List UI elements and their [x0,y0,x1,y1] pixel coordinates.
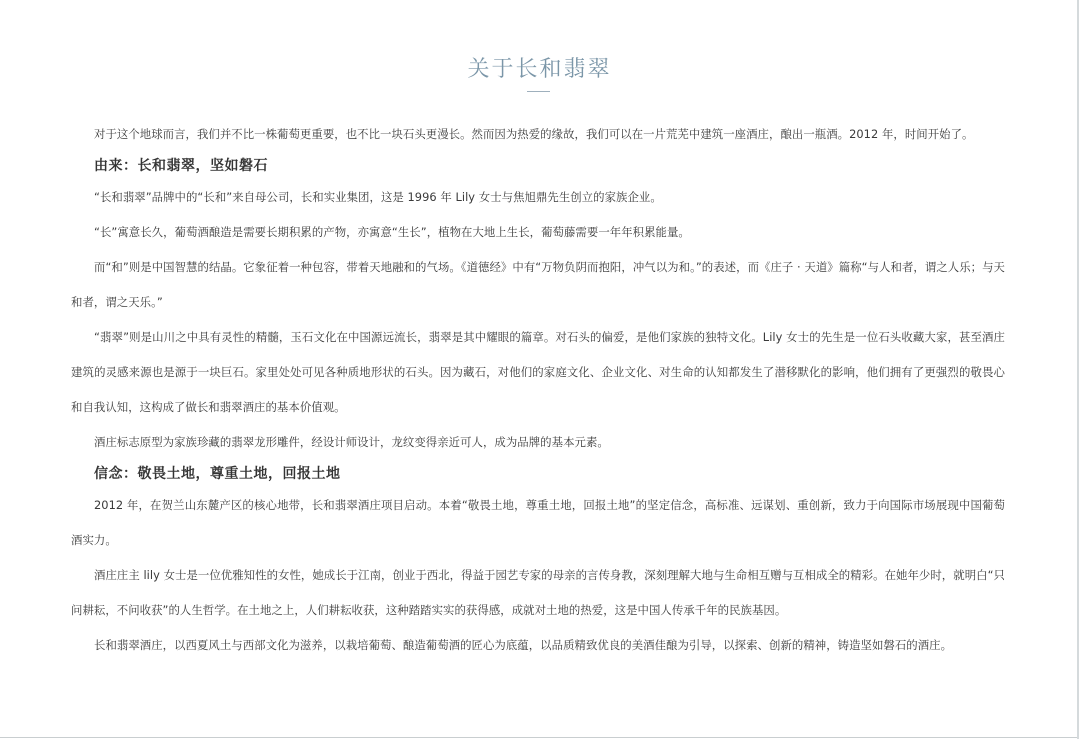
intro-paragraph: 对于这个地球而言，我们并不比一株葡萄更重要，也不比一块石头更漫长。然而因为热爱的缘故，我们可以在一片荒芜中建筑一座酒庄，酿出一瓶酒。2012 年，时间开始了。 [94,127,974,141]
belief-paragraph: 酒庄庄主 lily 女士是一位优雅知性的女性，她成长于江南，创业于西北，得益于园艺专家的母亲的言传身教，深刻理解大地与生命相互赠与互相成全的精彩。在她年少时，就明白“只问耕耘，不问收获”的人生哲学。在土地之上，人们耕耘收获，这种踏踏实实的获得感，成就对土地的热爱，这是中国人传承千年的民族基因。 [71,568,1005,617]
section-heading-origin: 由来：长和翡翠，坚如磐石 [94,158,268,174]
origin-paragraph: “长和翡翠”品牌中的“长和”来自母公司，长和实业集团，这是 1996 年 Lily 女士与焦旭鼎先生创立的家族企业。 [94,190,662,204]
origin-paragraph: “翡翠”则是山川之中具有灵性的精髓，玉石文化在中国源远流长，翡翠是其中耀眼的篇章。对石头的偏爱，是他们家族的独特文化。Lily 女士的先生是一位石头收藏大家，甚至酒庄建筑的灵感来源也是源于一块巨石。家里处处可见各种质地形状的石头。因为藏石，对他们的家庭文化、企业文化、对生命的认知都发生了潜移默化的影响，他们拥有了更强烈的敬畏心和自我认知，这构成了做长和翡翠酒庄的基本价值观。 [71,330,1005,414]
origin-paragraph: 而“和”则是中国智慧的结晶。它象征着一种包容，带着天地融和的气场。《道德经》中有“万物负阴而抱阳，冲气以为和。”的表述，而《庄子 · 天道》篇称“与人和者，谓之人乐；与天和者，谓之天乐。” [71,260,1005,309]
section-heading-belief: 信念：敬畏土地，尊重土地，回报土地 [94,466,341,482]
origin-paragraph: 酒庄标志原型为家族珍藏的翡翠龙形雕件，经设计师设计，龙纹变得亲近可人，成为品牌的基本元素。 [94,435,609,449]
belief-paragraph: 长和翡翠酒庄，以西夏风土与西部文化为滋养，以栽培葡萄、酿造葡萄酒的匠心为底蕴，以品质精致优良的美酒佳酿为引导，以探索、创新的精神，铸造坚如磐石的酒庄。 [94,638,953,652]
title-divider [527,91,550,92]
article-body [71,117,1005,663]
origin-paragraph: “长”寓意长久，葡萄酒酿造是需要长期积累的产物，亦寓意“生长”，植物在大地上生长，葡萄藤需要一年年积累能量。 [94,225,690,239]
belief-paragraph: 2012 年，在贺兰山东麓产区的核心地带，长和翡翠酒庄项目启动。本着“敬畏土地，尊重土地，回报土地”的坚定信念，高标准、远谋划、重创新，致力于向国际市场展现中国葡萄酒实力。 [71,498,1005,547]
page-title: 关于长和翡翠 [467,56,612,82]
